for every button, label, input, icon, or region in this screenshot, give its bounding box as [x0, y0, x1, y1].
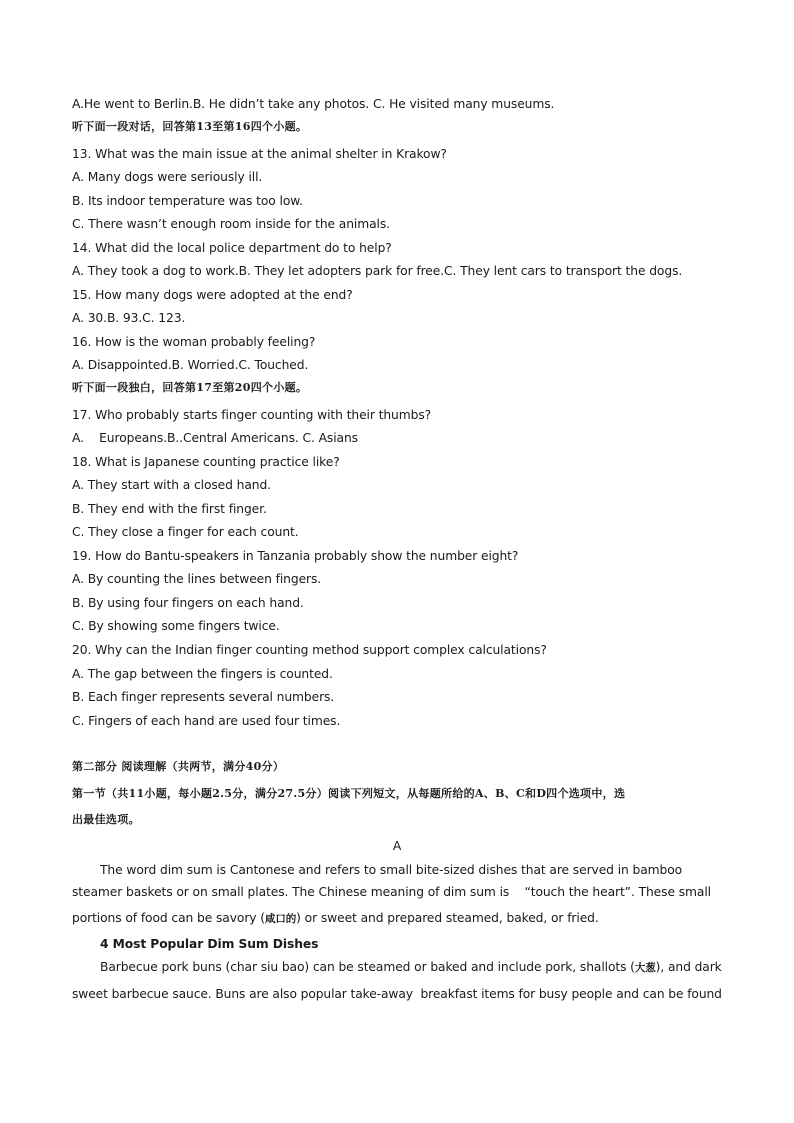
q13-option-b: B. Its indoor temperature was too low.: [72, 194, 303, 208]
question-15: 15. How many dogs were adopted at the end?: [72, 288, 353, 302]
q15-options: A. 30.B. 93.C. 123.: [72, 311, 186, 325]
question-19: 19. How do Bantu-speakers in Tanzania probably show the number eight?: [72, 549, 519, 563]
p2-line1-text-b: ), and dark: [655, 960, 722, 974]
passage-paragraph-2-line-2: sweet barbecue sauce. Buns are also popular take-away breakfast items for busy people and can be found: [72, 987, 722, 1001]
q13-option-c: C. There wasn’t enough room inside for the animals.: [72, 217, 390, 231]
q19-option-b: B. By using four fingers on each hand.: [72, 596, 304, 610]
q16-options: A. Disappointed.B. Worried.C. Touched.: [72, 358, 309, 372]
q19-option-c: C. By showing some fingers twice.: [72, 619, 280, 633]
passage-paragraph-1-line-2: steamer baskets or on small plates. The Chinese meaning of dim sum is “touch the heart”. These small: [72, 885, 711, 899]
q18-option-c: C. They close a finger for each count.: [72, 525, 299, 539]
q19-option-a: A. By counting the lines between fingers.: [72, 572, 322, 586]
q17-options: A. Europeans.B..Central Americans. C. Asians: [72, 431, 358, 445]
q20-option-c: C. Fingers of each hand are used four times.: [72, 714, 341, 728]
passage-letter: A: [392, 839, 402, 853]
q18-option-b: B. They end with the first finger.: [72, 502, 267, 516]
instruction-13-16: 听下面一段对话，回答第13至第16四个小题。: [72, 120, 308, 133]
p2-line1-chinese: 大葱: [634, 962, 656, 974]
question-16: 16. How is the woman probably feeling?: [72, 335, 316, 349]
q12-options: A.He went to Berlin.B. He didn’t take any photos. C. He visited many museums.: [72, 97, 555, 111]
q20-option-b: B. Each finger represents several numbers.: [72, 690, 335, 704]
q20-option-a: A. The gap between the fingers is counted.: [72, 667, 333, 681]
p2-line1-text-a: Barbecue pork buns (char siu bao) can be steamed or baked and include pork, shallots (: [100, 960, 635, 974]
question-14: 14. What did the local police department do to help?: [72, 241, 392, 255]
q13-option-a: A. Many dogs were seriously ill.: [72, 170, 263, 184]
question-17: 17. Who probably starts finger counting with their thumbs?: [72, 408, 432, 422]
instruction-17-20: 听下面一段独白，回答第17至第20四个小题。: [72, 381, 308, 394]
p1-line3-chinese: 咸口的: [264, 913, 297, 925]
section-one-instruction-cont: 出最佳选项。: [72, 813, 140, 826]
q14-options: A. They took a dog to work.B. They let adopters park for free.C. They lent cars to transport the dogs.: [72, 264, 683, 278]
question-18: 18. What is Japanese counting practice like?: [72, 455, 340, 469]
question-20: 20. Why can the Indian finger counting method support complex calculations?: [72, 643, 547, 657]
dim-sum-heading: 4 Most Popular Dim Sum Dishes: [100, 937, 319, 951]
passage-paragraph-1-line-1: The word dim sum is Cantonese and refers to small bite-sized dishes that are served in bamboo: [100, 863, 683, 877]
q18-option-a: A. They start with a closed hand.: [72, 478, 271, 492]
passage-paragraph-1-line-3: [72, 910, 599, 927]
passage-paragraph-2-line-1: [100, 959, 722, 976]
question-13: 13. What was the main issue at the animal shelter in Krakow?: [72, 147, 447, 161]
part-two-title: 第二部分 阅读理解（共两节，满分40分）: [72, 760, 285, 773]
p1-line3-text-b: ) or sweet and prepared steamed, baked, or fried.: [296, 911, 599, 925]
section-one-instruction: 第一节（共11小题，每小题2.5分，满分27.5分）阅读下列短文，从每题所给的A、B、C和D四个选项中，选: [72, 787, 626, 800]
p1-line3-text-a: portions of food can be savory (: [72, 911, 265, 925]
